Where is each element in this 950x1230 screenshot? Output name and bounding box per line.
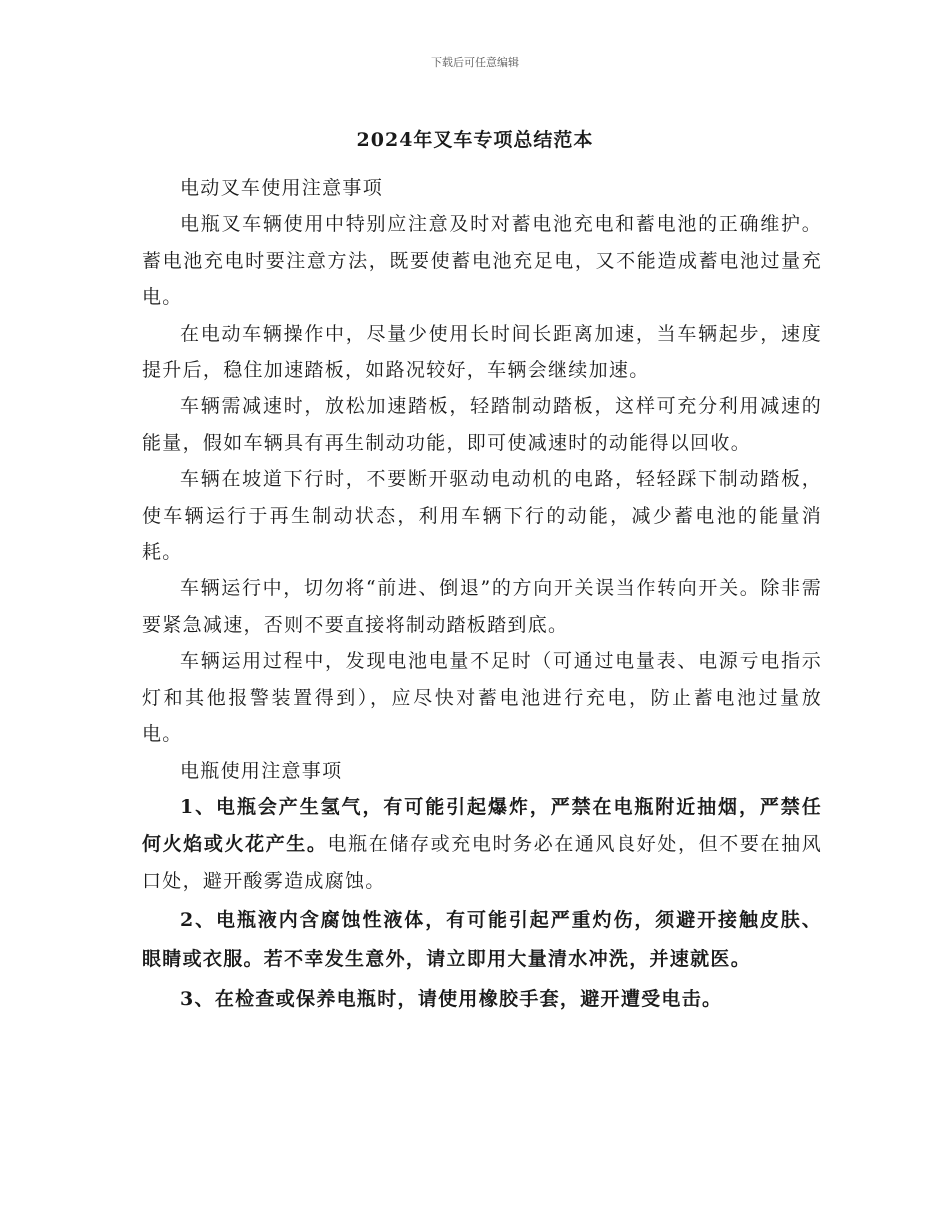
paragraph-downhill: 车辆在坡道下行时，不要断开驱动电动机的电路，轻轻踩下制动踏板，使车辆运行于再生制动状态，利用车辆下行的动能，减少蓄电池的能量消耗。 (142, 468, 822, 564)
list-item-1-detail: 电瓶在储存或充电时务必在通风良好处，但不要在抽风口处，避开酸雾造成腐蚀。 (142, 832, 823, 892)
list-item-2: 2、电瓶液内含腐蚀性液体，有可能引起严重灼伤，须避开接触皮肤、眼睛或衣服。若不幸发生意外，请立即用大量清水冲洗，并速就医。 (142, 909, 822, 970)
list-item-1 (142, 789, 822, 899)
document-body (142, 170, 822, 1019)
list-item-3: 3、在检查或保养电瓶时，请使用橡胶手套，避开遭受电击。 (180, 988, 723, 1011)
list-item-1-warning: 1、电瓶会产生氢气，有可能引起爆炸，严禁在电瓶附近抽烟，严禁任何火焰或火花产生。 (142, 795, 822, 855)
document-title: 2024年叉车专项总结范本 (356, 129, 594, 151)
page-header-note: 下载后可任意编辑 (431, 56, 519, 69)
section-heading-battery: 电瓶使用注意事项 (180, 759, 343, 782)
paragraph-acceleration: 在电动车辆操作中，尽量少使用长时间长距离加速，当车辆起步，速度提升后，稳住加速踏板，如路况较好，车辆会继续加速。 (142, 322, 822, 382)
section-heading-forklift: 电动叉车使用注意事项 (180, 177, 384, 199)
paragraph-deceleration: 车辆需减速时，放松加速踏板，轻踏制动踏板，这样可充分利用减速的能量，假如车辆具有再生制动功能，即可使减速时的动能得以回收。 (142, 395, 822, 454)
paragraph-battery-charging: 电瓶叉车辆使用中特别应注意及时对蓄电池充电和蓄电池的正确维护。蓄电池充电时要注意方法，既要使蓄电池充足电，又不能造成蓄电池过量充电。 (142, 213, 822, 309)
paragraph-direction-switch: 车辆运行中，切勿将“前进、倒退”的方向开关误当作转向开关。除非需要紧急减速，否则不要直接将制动踏板踏到底。 (142, 577, 822, 636)
paragraph-low-battery: 车辆运用过程中，发现电池电量不足时（可通过电量表、电源亏电指示灯和其他报警装置得到），应尽快对蓄电池进行充电，防止蓄电池过量放电。 (142, 650, 822, 746)
